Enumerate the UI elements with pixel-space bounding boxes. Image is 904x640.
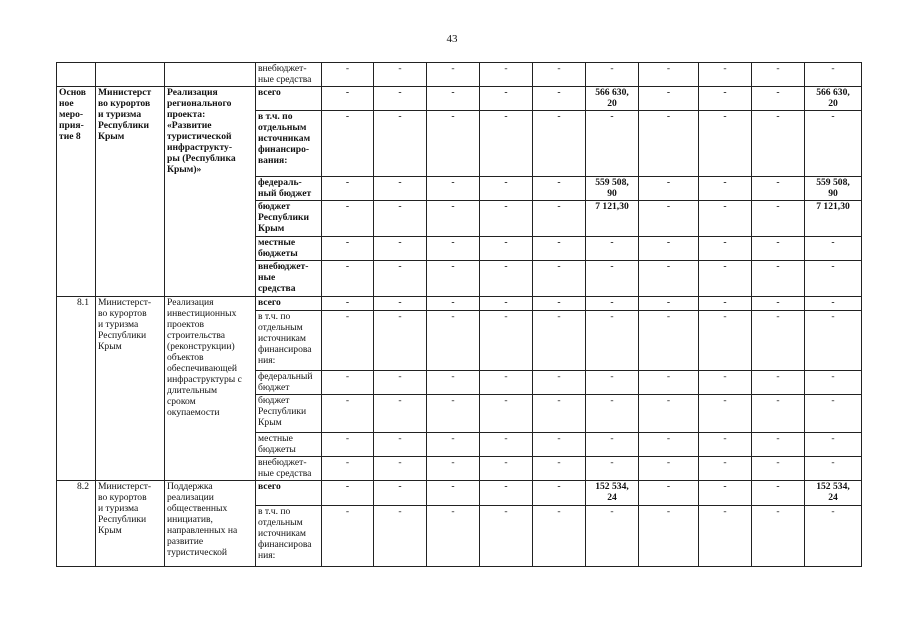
amount-cell: - (533, 481, 586, 506)
amount-cell: - (480, 311, 533, 371)
amount-cell: - (752, 63, 805, 87)
amount-cell: - (427, 457, 480, 481)
amount-cell: - (374, 297, 427, 311)
amount-cell: - (699, 63, 752, 87)
amount-cell: - (480, 481, 533, 506)
amount-cell: - (586, 237, 639, 261)
amount-cell: - (480, 111, 533, 177)
amount-cell: - (533, 201, 586, 237)
amount-cell: - (639, 201, 699, 237)
amount-cell: - (699, 177, 752, 201)
executor-cell: Министерст- во курортов и туризма Республики Крым (96, 481, 165, 567)
amount-cell: - (322, 201, 374, 237)
amount-cell: - (752, 395, 805, 433)
amount-cell: - (427, 111, 480, 177)
amount-cell: - (752, 297, 805, 311)
amount-cell: - (322, 237, 374, 261)
amount-cell: 152 534, 24 (586, 481, 639, 506)
amount-cell: - (805, 237, 862, 261)
amount-cell: - (699, 433, 752, 457)
amount-cell: - (752, 261, 805, 297)
amount-cell: - (427, 297, 480, 311)
executor-cell: Министерст- во курортов и туризма Республики Крым (96, 297, 165, 481)
amount-cell: - (752, 111, 805, 177)
amount-cell: - (533, 371, 586, 395)
amount-cell: - (639, 87, 699, 111)
amount-cell: - (805, 395, 862, 433)
amount-cell: - (322, 261, 374, 297)
amount-cell: - (533, 111, 586, 177)
executor-cell: Министерст во курортов и туризма Республики Крым (96, 87, 165, 297)
amount-cell: - (639, 371, 699, 395)
amount-cell: - (752, 237, 805, 261)
amount-cell: - (427, 177, 480, 201)
amount-cell: - (699, 506, 752, 567)
amount-cell: - (427, 433, 480, 457)
budget-table (56, 62, 862, 567)
amount-cell: - (586, 371, 639, 395)
amount-cell: - (322, 433, 374, 457)
amount-cell: - (805, 261, 862, 297)
table-row (57, 87, 862, 111)
amount-cell: - (533, 457, 586, 481)
amount-cell: - (752, 311, 805, 371)
amount-cell: - (639, 111, 699, 177)
amount-cell: - (699, 261, 752, 297)
measure-id-cell: Основ ное меро- прия- тие 8 (57, 87, 96, 297)
amount-cell: - (374, 371, 427, 395)
amount-cell: - (374, 261, 427, 297)
funding-source-cell: внебюджет- ные средства (256, 63, 322, 87)
amount-cell: - (480, 63, 533, 87)
amount-cell: - (322, 177, 374, 201)
amount-cell: - (322, 63, 374, 87)
amount-cell: - (374, 395, 427, 433)
page-number: 43 (446, 33, 458, 45)
amount-cell: - (427, 63, 480, 87)
amount-cell: - (480, 261, 533, 297)
amount-cell: - (374, 177, 427, 201)
amount-cell: - (586, 111, 639, 177)
amount-cell: - (374, 63, 427, 87)
amount-cell: - (427, 481, 480, 506)
amount-cell: - (322, 87, 374, 111)
amount-cell: - (322, 297, 374, 311)
amount-cell: - (639, 261, 699, 297)
amount-cell: - (586, 457, 639, 481)
amount-cell: - (374, 111, 427, 177)
amount-cell: - (533, 506, 586, 567)
amount-cell: - (374, 433, 427, 457)
amount-cell: - (639, 481, 699, 506)
amount-cell: - (586, 297, 639, 311)
amount-cell: 559 508, 90 (805, 177, 862, 201)
funding-source-cell: всего (256, 87, 322, 111)
amount-cell: 566 630, 20 (586, 87, 639, 111)
amount-cell: - (533, 177, 586, 201)
amount-cell: - (427, 201, 480, 237)
amount-cell: 566 630, 20 (805, 87, 862, 111)
funding-source-cell: в т.ч. по отдельным источникам финансирова ния: (256, 506, 322, 567)
amount-cell: - (533, 395, 586, 433)
amount-cell: - (699, 111, 752, 177)
amount-cell: - (586, 433, 639, 457)
amount-cell: - (533, 261, 586, 297)
amount-cell: - (533, 63, 586, 87)
amount-cell: - (480, 237, 533, 261)
amount-cell: - (586, 261, 639, 297)
amount-cell: - (805, 63, 862, 87)
amount-cell: 7 121,30 (805, 201, 862, 237)
amount-cell: - (533, 311, 586, 371)
funding-source-cell: внебюджет- ные средства (256, 457, 322, 481)
amount-cell: - (699, 457, 752, 481)
funding-source-cell: местные бюджеты (256, 433, 322, 457)
amount-cell: - (533, 87, 586, 111)
amount-cell: - (374, 506, 427, 567)
amount-cell: - (374, 87, 427, 111)
amount-cell: - (427, 237, 480, 261)
amount-cell: - (480, 506, 533, 567)
amount-cell: - (805, 311, 862, 371)
amount-cell: - (639, 457, 699, 481)
amount-cell: - (805, 433, 862, 457)
amount-cell: - (427, 87, 480, 111)
amount-cell: - (374, 457, 427, 481)
amount-cell: - (480, 433, 533, 457)
amount-cell: - (427, 395, 480, 433)
funding-source-cell: бюджет Республики Крым (256, 395, 322, 433)
amount-cell: - (480, 395, 533, 433)
amount-cell: - (805, 457, 862, 481)
amount-cell: - (480, 297, 533, 311)
measure-name-cell: Реализация инвестиционных проектов строительства (реконструкции) объектов обеспечивающей инфраструктуры с длительным сроком окупаемости (165, 297, 256, 481)
amount-cell: - (586, 395, 639, 433)
budget-table-body (57, 63, 862, 567)
amount-cell: - (752, 481, 805, 506)
amount-cell: - (480, 87, 533, 111)
amount-cell: - (699, 311, 752, 371)
amount-cell: - (374, 237, 427, 261)
amount-cell: - (533, 297, 586, 311)
amount-cell: - (752, 506, 805, 567)
amount-cell: - (322, 506, 374, 567)
amount-cell: - (639, 433, 699, 457)
amount-cell: - (639, 63, 699, 87)
amount-cell: - (374, 201, 427, 237)
amount-cell: - (480, 177, 533, 201)
amount-cell: - (639, 297, 699, 311)
amount-cell: - (322, 481, 374, 506)
amount-cell: - (427, 261, 480, 297)
amount-cell: - (322, 395, 374, 433)
funding-source-cell: федераль- ный бюджет (256, 177, 322, 201)
amount-cell: 559 508, 90 (586, 177, 639, 201)
amount-cell: - (699, 201, 752, 237)
amount-cell: - (752, 457, 805, 481)
funding-source-cell: всего (256, 481, 322, 506)
amount-cell: - (752, 177, 805, 201)
funding-source-cell: в т.ч. по отдельным источникам финансиро- вания: (256, 111, 322, 177)
amount-cell: - (752, 87, 805, 111)
amount-cell: - (322, 371, 374, 395)
amount-cell: - (427, 506, 480, 567)
amount-cell: - (533, 237, 586, 261)
amount-cell: 152 534, 24 (805, 481, 862, 506)
amount-cell: - (699, 395, 752, 433)
amount-cell: - (480, 457, 533, 481)
amount-cell: - (699, 371, 752, 395)
amount-cell: - (586, 63, 639, 87)
amount-cell: - (639, 395, 699, 433)
funding-source-cell: внебюджет- ные средства (256, 261, 322, 297)
measure-name-cell: Поддержка реализации общественных инициатив, направленных на развитие туристической (165, 481, 256, 567)
amount-cell: 7 121,30 (586, 201, 639, 237)
amount-cell: - (699, 481, 752, 506)
funding-source-cell: в т.ч. по отдельным источникам финансирова ния: (256, 311, 322, 371)
amount-cell: - (322, 311, 374, 371)
amount-cell: - (752, 201, 805, 237)
amount-cell: - (752, 433, 805, 457)
amount-cell: - (805, 506, 862, 567)
amount-cell: - (699, 87, 752, 111)
table-row (57, 63, 862, 87)
amount-cell: - (805, 111, 862, 177)
table-row (57, 481, 862, 506)
funding-source-cell: местные бюджеты (256, 237, 322, 261)
amount-cell: - (639, 177, 699, 201)
funding-source-cell: федеральный бюджет (256, 371, 322, 395)
amount-cell: - (480, 201, 533, 237)
amount-cell: - (480, 371, 533, 395)
empty-cell (96, 63, 165, 87)
funding-source-cell: бюджет Республики Крым (256, 201, 322, 237)
amount-cell: - (699, 237, 752, 261)
amount-cell: - (374, 481, 427, 506)
amount-cell: - (586, 311, 639, 371)
empty-cell (165, 63, 256, 87)
amount-cell: - (752, 371, 805, 395)
table-row (57, 297, 862, 311)
empty-cell (57, 63, 96, 87)
amount-cell: - (586, 506, 639, 567)
measure-name-cell: Реализация регионального проекта: «Развитие туристической инфраструкту- ры (Республика Крым)» (165, 87, 256, 297)
amount-cell: - (639, 311, 699, 371)
measure-id-cell: 8.2 (57, 481, 96, 567)
amount-cell: - (805, 297, 862, 311)
funding-source-cell: всего (256, 297, 322, 311)
amount-cell: - (533, 433, 586, 457)
amount-cell: - (639, 506, 699, 567)
amount-cell: - (805, 371, 862, 395)
amount-cell: - (322, 457, 374, 481)
amount-cell: - (427, 311, 480, 371)
amount-cell: - (699, 297, 752, 311)
amount-cell: - (639, 237, 699, 261)
amount-cell: - (322, 111, 374, 177)
amount-cell: - (374, 311, 427, 371)
measure-id-cell: 8.1 (57, 297, 96, 481)
amount-cell: - (427, 371, 480, 395)
